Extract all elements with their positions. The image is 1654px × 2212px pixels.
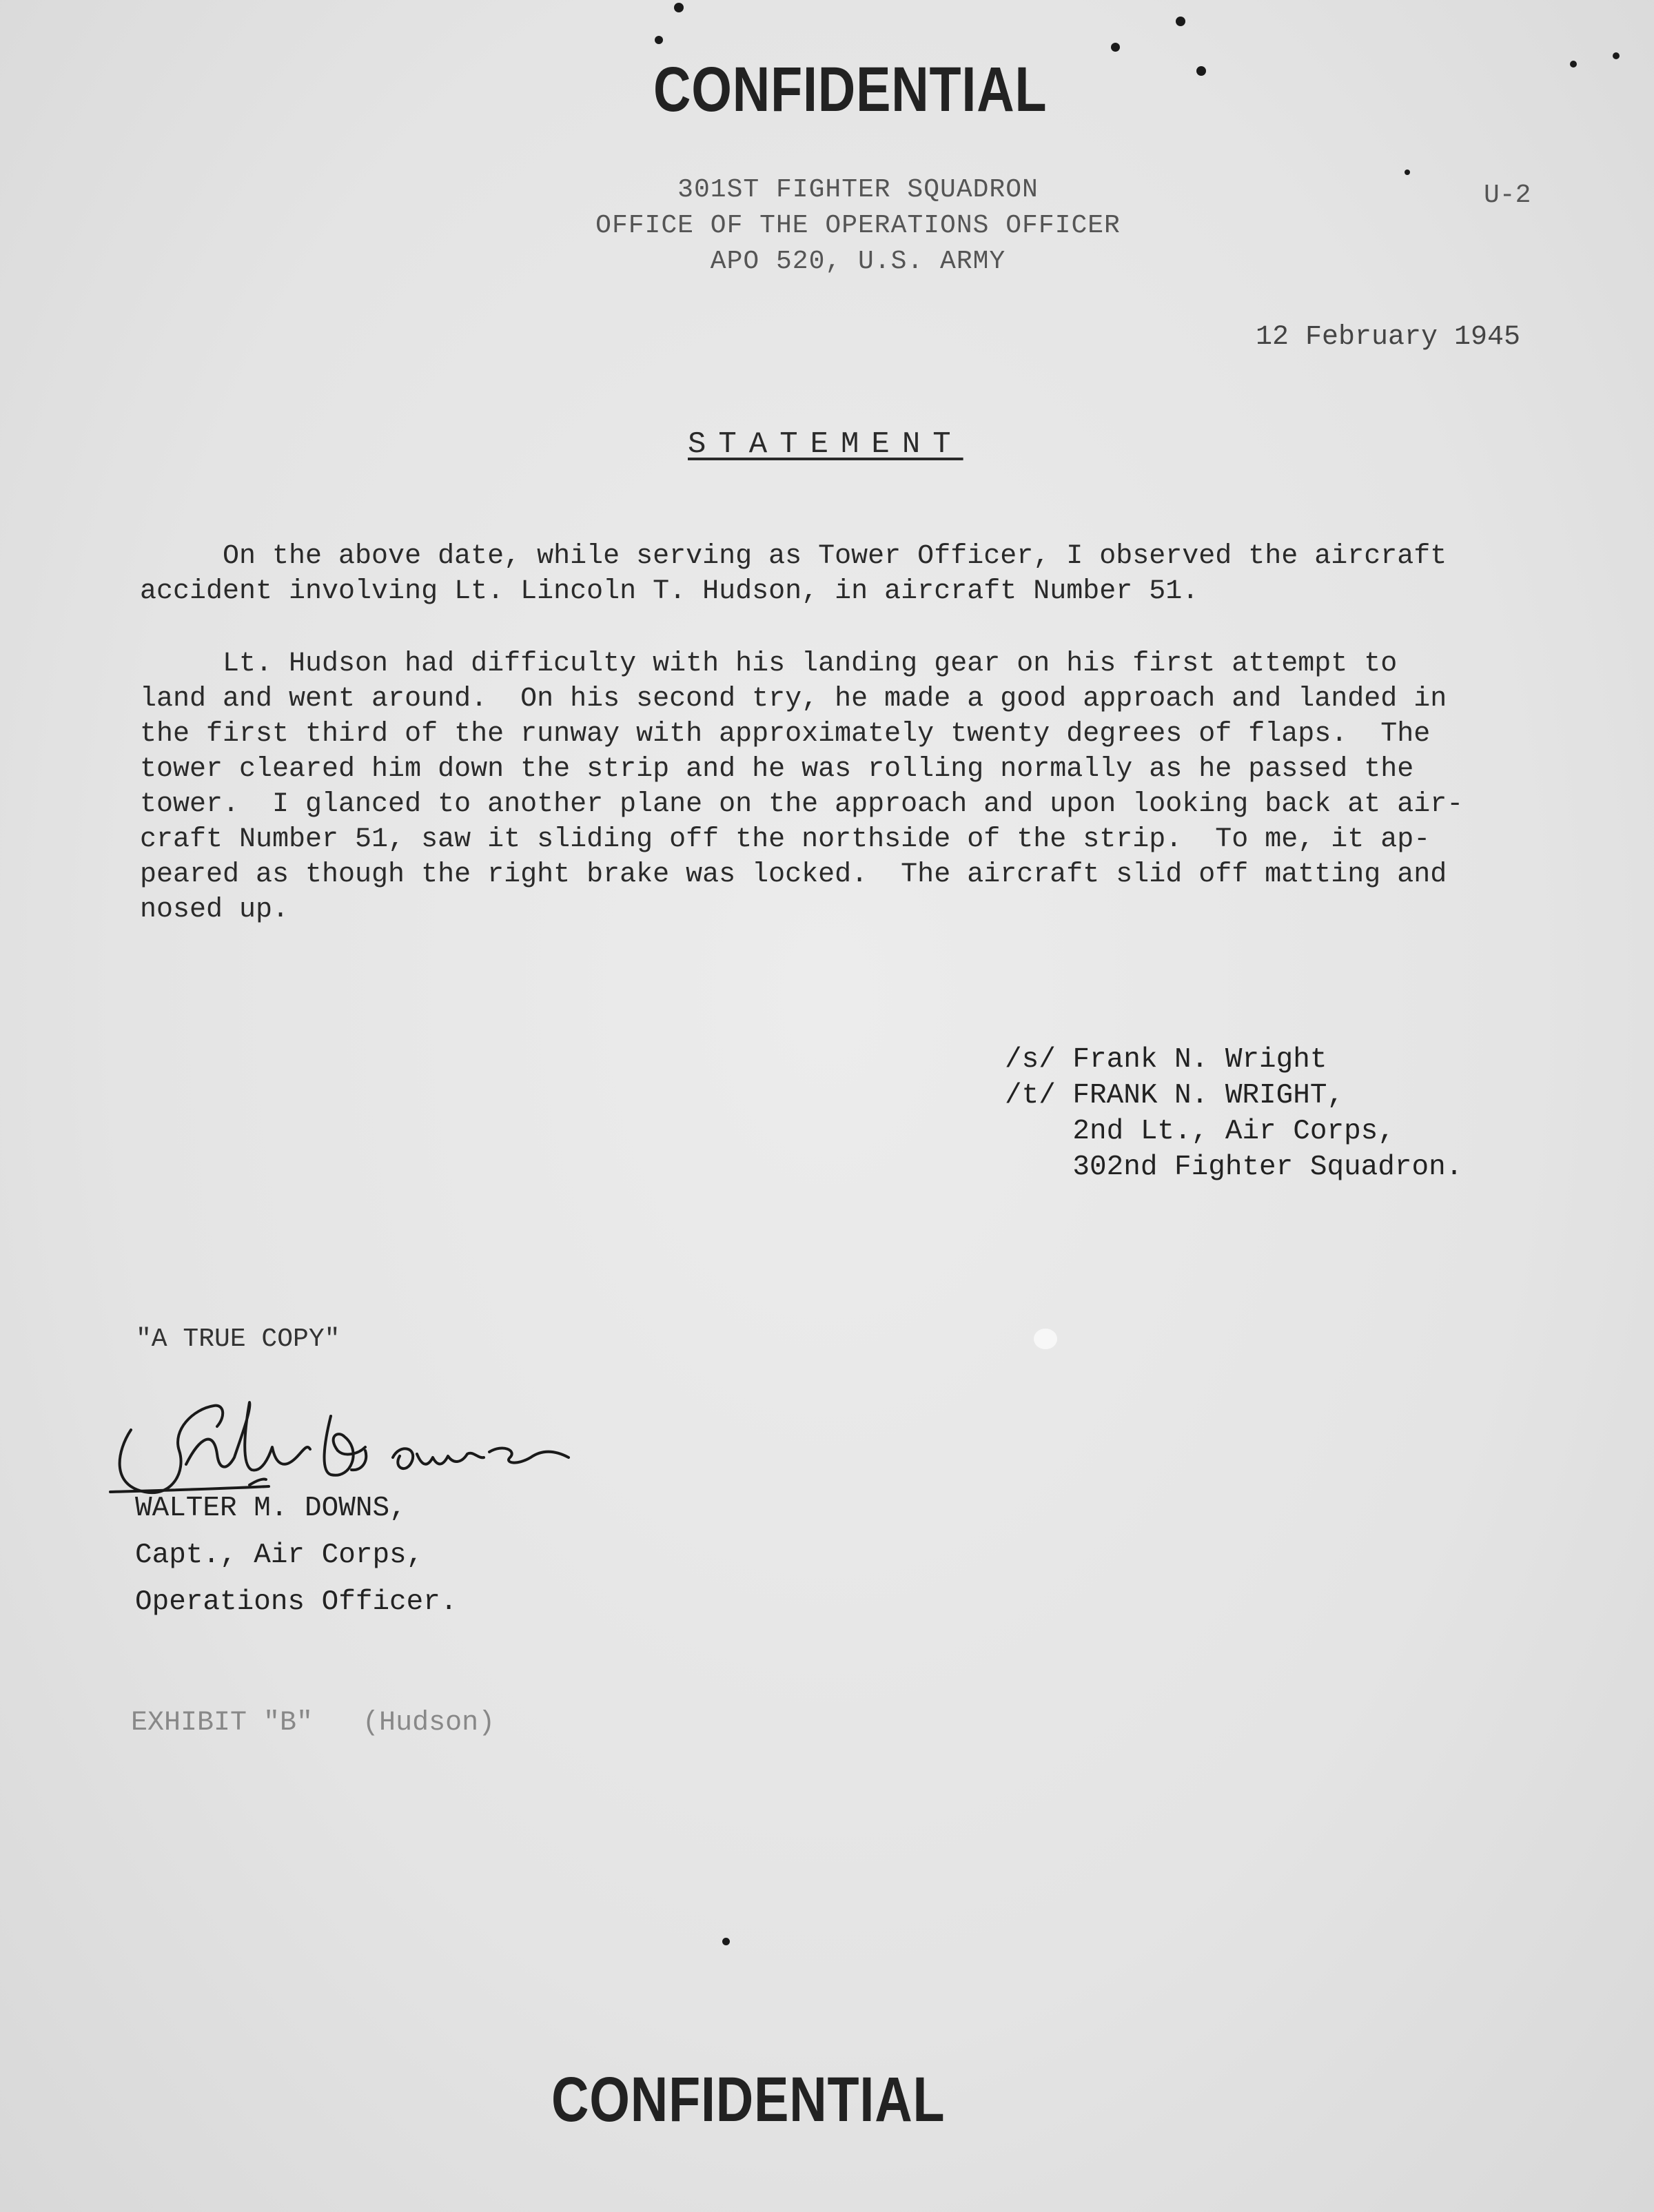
officer-position: Operations Officer. bbox=[135, 1586, 458, 1618]
paragraph-line: On the above date, while serving as Tower Officer, I observed the aircraft bbox=[140, 541, 1447, 572]
document-id: U-2 bbox=[1484, 181, 1531, 210]
scan-speck bbox=[674, 3, 684, 12]
officer-name: WALTER M. DOWNS, bbox=[135, 1493, 407, 1524]
certifying-officer-block bbox=[135, 1485, 457, 1626]
paragraph-line: land and went around. On his second try, he made a good approach and landed in bbox=[140, 684, 1447, 715]
paragraph-line: Lt. Hudson had difficulty with his landing gear on his first attempt to bbox=[140, 648, 1398, 679]
scan-speck bbox=[1111, 43, 1120, 52]
witness-signed-name: /s/ Frank N. Wright bbox=[1005, 1044, 1327, 1076]
paragraph-line: nosed up. bbox=[140, 894, 289, 925]
confidential-stamp-top: CONFIDENTIAL bbox=[653, 54, 1048, 125]
paragraph-line: accident involving Lt. Lincoln T. Hudson, in aircraft Number 51. bbox=[140, 576, 1199, 607]
scan-speck bbox=[1613, 52, 1620, 59]
true-copy-label: "A TRUE COPY" bbox=[136, 1324, 340, 1354]
exhibit-label: EXHIBIT "B" (Hudson) bbox=[131, 1708, 496, 1739]
paragraph-account bbox=[140, 646, 1543, 928]
witness-unit: 302nd Fighter Squadron. bbox=[1005, 1151, 1463, 1183]
document-date: 12 February 1945 bbox=[1256, 322, 1521, 353]
paragraph-line: tower. I glanced to another plane on the approach and upon looking back at air- bbox=[140, 789, 1464, 820]
confidential-stamp-bottom: CONFIDENTIAL bbox=[551, 2065, 946, 2135]
witness-rank: 2nd Lt., Air Corps, bbox=[1005, 1116, 1395, 1147]
paragraph-line: the first third of the runway with approximately twenty degrees of flaps. The bbox=[140, 719, 1431, 750]
paragraph-observation bbox=[140, 539, 1543, 609]
scan-speck bbox=[655, 36, 663, 44]
scan-speck bbox=[722, 1938, 730, 1945]
paragraph-line: craft Number 51, saw it sliding off the northside of the strip. To me, it ap- bbox=[140, 824, 1431, 855]
officer-rank: Capt., Air Corps, bbox=[135, 1539, 424, 1571]
header-squadron: 301ST FIGHTER SQUADRON bbox=[677, 175, 1039, 205]
statement-title: STATEMENT bbox=[688, 427, 963, 462]
paragraph-line: peared as though the right brake was locked. The aircraft slid off matting and bbox=[140, 859, 1447, 890]
header-office: OFFICE OF THE OPERATIONS OFFICER bbox=[595, 211, 1121, 240]
header-apo: APO 520, U.S. ARMY bbox=[710, 247, 1006, 276]
scan-speck bbox=[1405, 170, 1410, 175]
witness-signature-block bbox=[1005, 1042, 1462, 1185]
scan-blemish bbox=[1034, 1329, 1057, 1349]
scan-speck bbox=[1570, 61, 1577, 68]
scan-speck bbox=[1196, 66, 1206, 76]
scan-speck bbox=[1176, 17, 1185, 26]
paragraph-line: tower cleared him down the strip and he was rolling normally as he passed the bbox=[140, 754, 1414, 785]
witness-typed-name: /t/ FRANK N. WRIGHT, bbox=[1005, 1080, 1345, 1112]
